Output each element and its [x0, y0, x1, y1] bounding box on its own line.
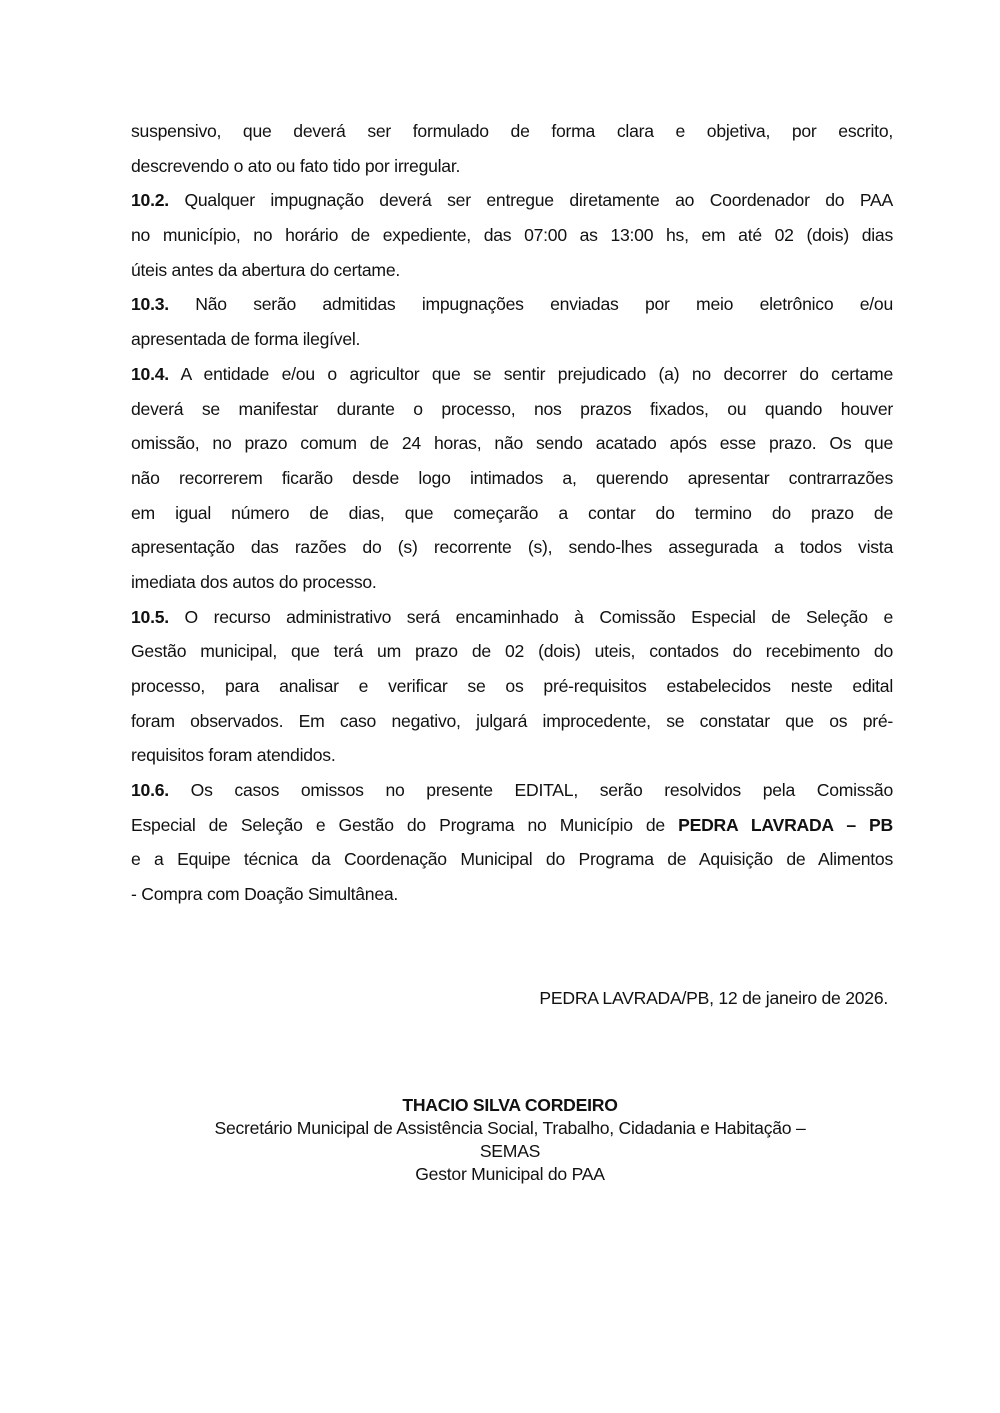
text-line [131, 362, 893, 397]
text-line [131, 882, 893, 917]
line-text: e a Equipe técnica da Coordenação Municipal do Programa de Aquisição de Alimentos [131, 849, 893, 870]
line-text: deverá se manifestar durante o processo, nos prazos fixados, ou quando houver [131, 398, 893, 419]
line-text: omissão, no prazo comum de 24 horas, não sendo acatado após esse prazo. Os que [131, 433, 893, 454]
text-line [131, 639, 893, 674]
text-line [131, 119, 893, 154]
text-line [131, 674, 893, 709]
clause-number: 10.4. [131, 363, 169, 384]
clause-number: 10.2. [131, 190, 169, 211]
line-text: Especial de Seleção e Gestão do Programa no Município de [131, 814, 679, 835]
text-line [131, 466, 893, 501]
line-text: imediata dos autos do processo. [131, 571, 377, 592]
clause-number: 10.5. [131, 606, 169, 627]
line-text: - Compra com Doação Simultânea. [131, 884, 399, 905]
text-line [131, 709, 893, 744]
line-text: apresentada de forma ilegível. [131, 329, 361, 350]
line-text: A entidade e/ou o agricultor que se sentir prejudicado (a) no decorrer do certame [168, 363, 893, 384]
line-text: foram observados. Em caso negativo, julgará improcedente, se constatar que os pré- [131, 710, 893, 731]
body-text [131, 119, 893, 917]
line-text: suspensivo, que deverá ser formulado de forma clara e objetiva, por escrito, [131, 121, 893, 141]
text-line [131, 154, 893, 189]
line-text: Gestão municipal, que terá um prazo de 02 (dois) uteis, contados do recebimento do [131, 641, 893, 662]
text-line [131, 188, 893, 223]
text-line [131, 327, 893, 362]
line-text: Os casos omissos no presente EDITAL, serão resolvidos pela Comissão [168, 780, 893, 801]
text-line [131, 605, 893, 640]
text-line [131, 743, 893, 778]
text-line [131, 223, 893, 258]
text-line [131, 258, 893, 293]
signature-block [0, 1094, 1000, 1186]
text-line [131, 778, 893, 813]
line-text: O recurso administrativo será encaminhado à Comissão Especial de Seleção e [168, 606, 893, 627]
line-text: Não serão admitidas impugnações enviadas por meio eletrônico e/ou [168, 294, 893, 315]
line-text: apresentação das razões do (s) recorrente (s), sendo-lhes assegurada a todos vista [131, 537, 893, 558]
signatory-role-acronym: SEMAS [479, 1141, 541, 1161]
text-line [131, 570, 893, 605]
line-text: em igual número de dias, que começarão a contar do termino do prazo de [131, 502, 893, 523]
text-line [131, 292, 893, 327]
text-line [131, 501, 893, 536]
clause-number: 10.3. [131, 294, 169, 315]
line-text: processo, para analisar e verificar se os pré-requisitos estabelecidos neste edital [131, 676, 893, 696]
line-text: não recorrerem ficarão desde logo intimados a, querendo apresentar contrarrazões [131, 467, 893, 488]
text-line [131, 397, 893, 432]
line-text: requisitos foram atendidos. [131, 745, 336, 766]
document-date: PEDRA LAVRADA/PB, 12 de janeiro de 2026. [539, 988, 888, 1008]
line-text: descrevendo o ato ou fato tido por irregular. [131, 155, 461, 176]
text-line [131, 431, 893, 466]
signatory-title: Gestor Municipal do PAA [415, 1164, 605, 1184]
signatory-name: THACIO SILVA CORDEIRO [402, 1095, 618, 1115]
text-line [131, 535, 893, 570]
bold-municipality: PEDRA LAVRADA – PB [678, 814, 894, 835]
line-text: Qualquer impugnação deverá ser entregue diretamente ao Coordenador do PAA [168, 190, 893, 211]
signatory-role: Secretário Municipal de Assistência Social, Trabalho, Cidadania e Habitação – [214, 1118, 806, 1138]
line-text: úteis antes da abertura do certame. [131, 259, 401, 280]
clause-number: 10.6. [131, 780, 169, 801]
line-text: no município, no horário de expediente, das 07:00 as 13:00 hs, em até 02 (dois) dias [131, 225, 893, 246]
text-line [131, 847, 893, 882]
text-line [131, 813, 893, 848]
